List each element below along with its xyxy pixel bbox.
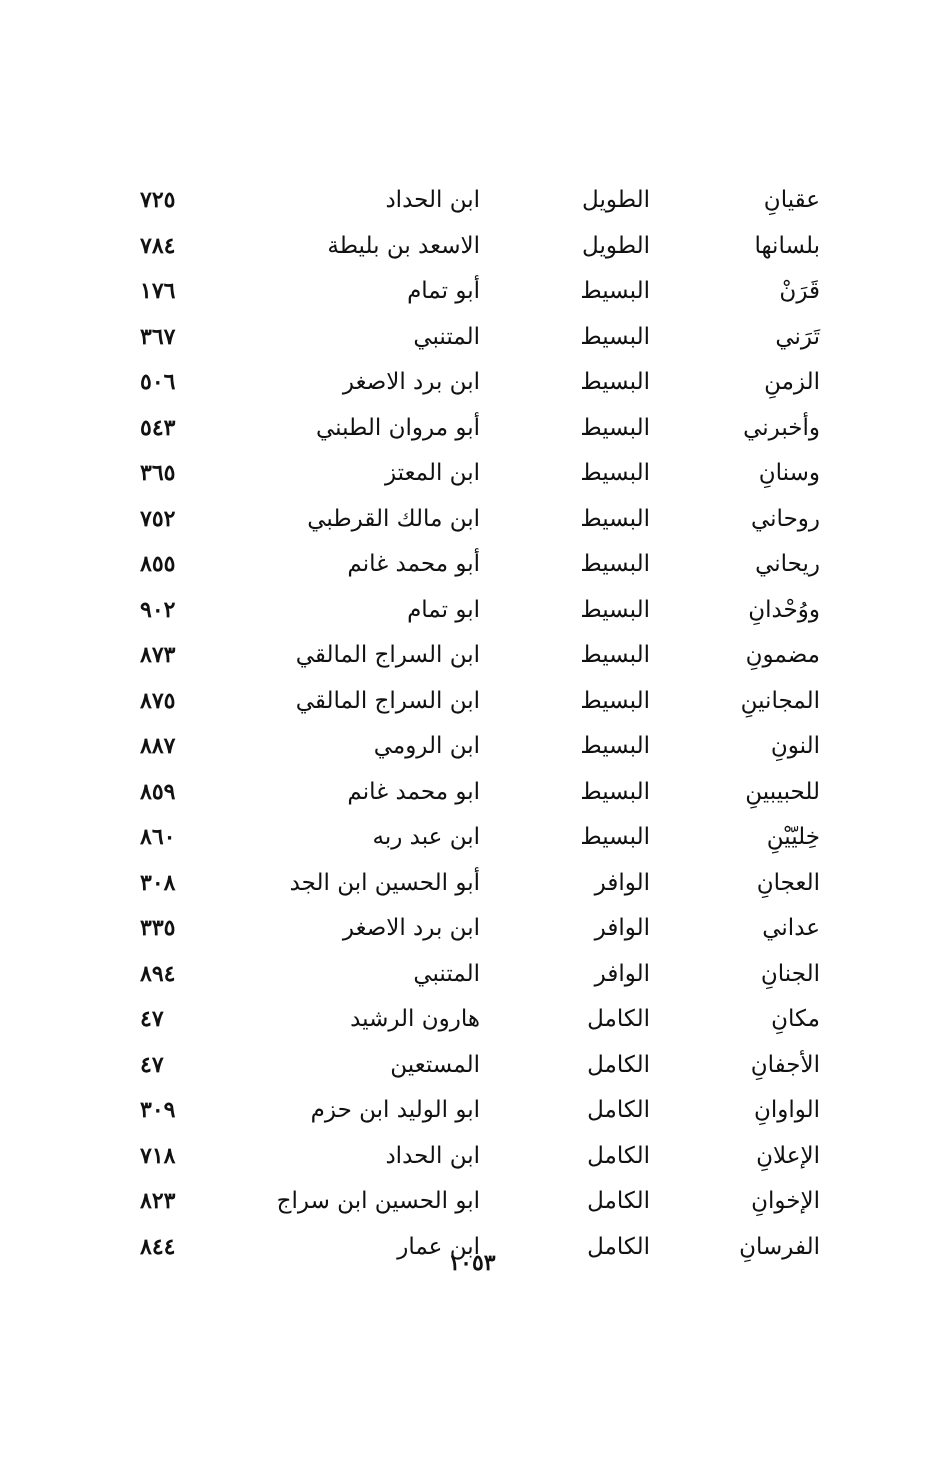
index-row	[140, 408, 820, 454]
poet-name: ابو الوليد ابن حزم	[310, 1097, 480, 1123]
page-reference: ٨٥٩	[140, 778, 176, 805]
poet-name: ابن عمار	[397, 1233, 480, 1260]
rhyme-word: الإعلانِ	[756, 1142, 820, 1169]
poet-name: ابن الحداد	[385, 1142, 480, 1169]
rhyme-word: وسنانِ	[758, 460, 820, 486]
page-reference: ٤٧	[140, 1006, 164, 1032]
index-row	[140, 544, 820, 590]
meter-name: البسيط	[580, 778, 650, 805]
poet-name: ابو الحسين ابن سراج	[276, 1188, 480, 1214]
rhyme-word: وأخبرني	[743, 414, 820, 441]
page-reference: ٣٣٥	[140, 915, 176, 941]
index-row	[140, 954, 820, 1000]
rhyme-word: المجانينِ	[740, 687, 820, 714]
index-row	[140, 1090, 820, 1136]
page-reference: ٣٦٥	[140, 460, 176, 486]
meter-name: الكامل	[587, 1097, 650, 1123]
poet-name: ابن عبد ربه	[372, 824, 480, 850]
meter-name: البسيط	[580, 733, 650, 759]
index-row	[140, 226, 820, 272]
page-reference: ٨٦٠	[140, 824, 176, 850]
poet-name: الاسعد بن بليطة	[327, 232, 480, 259]
poet-name: المستعين	[390, 1051, 480, 1078]
page-reference: ٧٢٥	[140, 187, 176, 213]
poet-name: ابن مالك القرطبي	[307, 505, 480, 532]
page-reference: ٨٩٤	[140, 960, 176, 987]
meter-name: البسيط	[580, 369, 650, 395]
rhyme-index-table	[140, 180, 820, 1272]
poet-name: أبو الحسين ابن الجد	[289, 869, 480, 896]
page-reference: ٨٤٤	[140, 1233, 176, 1260]
poet-name: ابن السراج المالقي	[295, 687, 480, 714]
rhyme-word: العجانِ	[756, 869, 820, 896]
poet-name: ابن برد الاصغر	[342, 915, 480, 941]
index-row	[140, 180, 820, 226]
index-row	[140, 317, 820, 363]
index-row	[140, 772, 820, 818]
meter-name: الوافر	[594, 960, 650, 987]
page-reference: ٣٠٩	[140, 1097, 176, 1123]
meter-name: البسيط	[580, 278, 650, 304]
poet-name: أبو محمد غانم	[347, 551, 480, 577]
index-row	[140, 1136, 820, 1182]
index-row	[140, 271, 820, 317]
rhyme-word: النونِ	[770, 733, 820, 759]
page-reference: ٣٦٧	[140, 323, 176, 350]
rhyme-word: الزمنِ	[764, 369, 820, 395]
meter-name: البسيط	[580, 824, 650, 850]
rhyme-word: عقيانِ	[763, 187, 820, 213]
page-reference: ٨٥٥	[140, 551, 176, 577]
page-number: ١٠٥٣	[448, 1250, 496, 1276]
page-reference: ٥٠٦	[140, 369, 176, 395]
index-row	[140, 726, 820, 772]
meter-name: البسيط	[580, 323, 650, 350]
meter-name: الكامل	[587, 1142, 650, 1169]
page-reference: ٨٧٣	[140, 642, 176, 668]
index-row	[140, 999, 820, 1045]
index-row	[140, 635, 820, 681]
index-row	[140, 681, 820, 727]
poet-name: هارون الرشيد	[350, 1006, 480, 1032]
page-reference: ٤٧	[140, 1051, 164, 1078]
rhyme-word: مكانِ	[771, 1006, 820, 1032]
page-reference: ٧٥٢	[140, 505, 176, 532]
page-reference: ١٧٦	[140, 278, 176, 304]
index-row	[140, 1181, 820, 1227]
page-reference: ٩٠٢	[140, 596, 176, 623]
page-reference: ٥٤٣	[140, 414, 176, 441]
meter-name: البسيط	[580, 596, 650, 623]
page-reference: ٣٠٨	[140, 869, 176, 896]
poet-name: ابن الرومي	[373, 733, 480, 759]
rhyme-word: ووُحْدانِ	[748, 596, 820, 623]
meter-name: الكامل	[587, 1051, 650, 1078]
meter-name: الوافر	[594, 915, 650, 941]
rhyme-word: ريحاني	[755, 551, 820, 577]
rhyme-word: الواوانِ	[753, 1097, 820, 1123]
meter-name: البسيط	[580, 551, 650, 577]
index-row	[140, 908, 820, 954]
rhyme-word: خِليّيْنِ	[766, 824, 820, 850]
poet-name: ابن المعتز	[384, 460, 480, 486]
index-row	[140, 590, 820, 636]
meter-name: البسيط	[580, 642, 650, 668]
poet-name: ابن الحداد	[385, 187, 480, 213]
rhyme-word: الإخوانِ	[751, 1188, 820, 1214]
meter-name: البسيط	[580, 505, 650, 532]
meter-name: البسيط	[580, 414, 650, 441]
rhyme-word: تَرَني	[775, 323, 820, 350]
poet-name: أبو تمام	[407, 278, 480, 304]
rhyme-word: الفرسانِ	[739, 1233, 820, 1260]
page-reference: ٨٧٥	[140, 687, 176, 714]
rhyme-word: للحبيبينِ	[745, 778, 820, 805]
poet-name: ابن السراج المالقي	[295, 642, 480, 668]
meter-name: البسيط	[580, 460, 650, 486]
poet-name: ابن برد الاصغر	[342, 369, 480, 395]
poet-name: المتنبي	[413, 323, 480, 350]
index-row	[140, 453, 820, 499]
rhyme-word: مضمونِ	[745, 642, 820, 668]
page-reference: ٨٨٧	[140, 733, 176, 759]
page-reference: ٧١٨	[140, 1142, 176, 1169]
meter-name: البسيط	[580, 687, 650, 714]
poet-name: ابو تمام	[407, 596, 480, 623]
index-row	[140, 863, 820, 909]
poet-name: ابو محمد غانم	[347, 778, 480, 805]
index-row	[140, 817, 820, 863]
meter-name: الكامل	[587, 1188, 650, 1214]
rhyme-word: الأجفانِ	[750, 1051, 820, 1078]
meter-name: الطويل	[582, 232, 650, 259]
index-row	[140, 362, 820, 408]
rhyme-word: عداني	[762, 915, 820, 941]
meter-name: الطويل	[582, 187, 650, 213]
meter-name: الوافر	[594, 869, 650, 896]
meter-name: الكامل	[587, 1233, 650, 1260]
rhyme-word: بلسانها	[754, 232, 820, 259]
index-row	[140, 1045, 820, 1091]
page-reference: ٨٢٣	[140, 1188, 176, 1214]
index-row	[140, 499, 820, 545]
poet-name: المتنبي	[413, 960, 480, 987]
poet-name: أبو مروان الطبني	[315, 414, 480, 441]
rhyme-word: قَرَنْ	[779, 278, 820, 304]
page-reference: ٧٨٤	[140, 232, 176, 259]
rhyme-word: الجنانِ	[760, 960, 820, 987]
meter-name: الكامل	[587, 1006, 650, 1032]
rhyme-word: روحاني	[750, 505, 820, 532]
